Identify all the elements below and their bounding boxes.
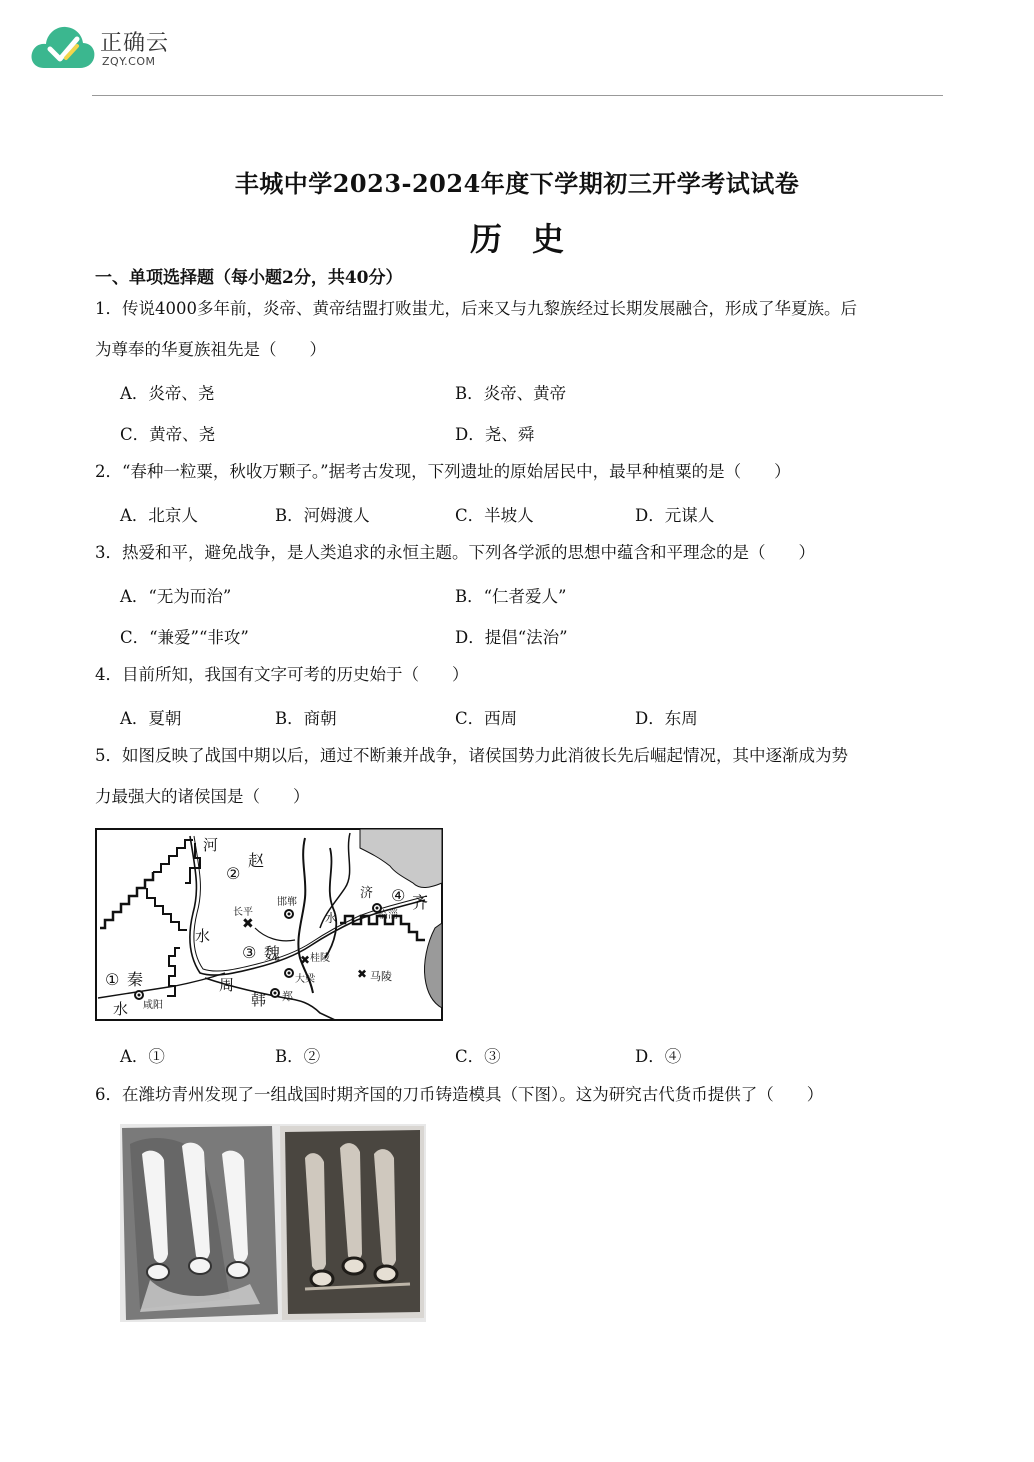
question-5-line-1: 5．如图反映了战国中期以后，通过不断兼并战争，诸侯国势力此消彼长先后崛起情况，其中逐渐成为势 (95, 746, 848, 765)
svg-text:✖: ✖ (357, 967, 368, 981)
question-3-option-c: C．“兼爱”“非攻” (120, 628, 249, 647)
question-5-option-a: A．① (120, 1047, 165, 1066)
map-label-shui-bottom: 水 (113, 1000, 129, 1018)
map-label-maling: 马陵 (370, 970, 392, 983)
question-2-option-a: A．北京人 (120, 506, 198, 525)
question-5-line-2: 力最强大的诸侯国是（ ） (95, 787, 310, 806)
question-5-option-d: D．④ (635, 1047, 682, 1066)
zqy-logo (30, 22, 180, 74)
map-label-han: 韩 (251, 991, 267, 1009)
map-label-n1: ① (105, 970, 120, 989)
map-label-zhao: 赵 (248, 851, 265, 870)
subject-title: 历史 (469, 220, 594, 258)
map-label-qi: 齐 (412, 893, 429, 912)
question-1-option-c: C．黄帝、尧 (120, 425, 216, 444)
map-label-ji: 济 (360, 886, 374, 901)
map-label-qin: 秦 (127, 970, 144, 989)
question-4-line-1: 4．目前所知，我国有文字可考的历史始于（ ） (95, 665, 469, 684)
question-2-option-c: C．半坡人 (455, 506, 534, 525)
question-2-option-b: B．河姆渡人 (275, 506, 370, 525)
logo-name-en: ZQY.COM (102, 55, 156, 68)
logo-name-cn: 正确云 (100, 31, 170, 56)
question-3-option-b: B．“仁者爱人” (455, 587, 567, 606)
map-label-zhou: 周 (219, 976, 235, 994)
question-3-option-a: A．“无为而治” (120, 587, 232, 606)
question-4-option-a: A．夏朝 (120, 709, 182, 728)
map-label-handan: 邯郸 (277, 897, 297, 908)
question-4-option-b: B．商朝 (275, 709, 337, 728)
question-1-line-1: 1．传说4000多年前，炎帝、黄帝结盟打败蚩尤，后来又与九黎族经过长期发展融合，形成了华夏族。后 (95, 299, 857, 318)
section-title: 一、单项选择题（每小题2分，共40分） (95, 268, 403, 288)
map-label-he: 河 (203, 836, 219, 854)
question-3-line-1: 3．热爱和平，避免战争，是人类追求的永恒主题。下列各学派的思想中蕴含和平理念的是（ ） (95, 543, 815, 562)
question-1-line-2: 为尊奉的华夏族祖先是（ ） (95, 340, 326, 359)
map-label-n3: ③ (242, 943, 257, 962)
knife-coin-mold-photo (120, 1124, 426, 1322)
question-1-option-d: D．尧、舜 (455, 425, 535, 444)
map-label-shui-right: 水 (325, 911, 338, 925)
question-4-option-c: C．西周 (455, 709, 518, 728)
question-2-line-1: 2．“春种一粒粟，秋收万颗子。”据考古发现，下列遗址的原始居民中，最早种植粟的是（ ） (95, 462, 791, 481)
svg-text:✖: ✖ (300, 953, 311, 967)
map-label-daliang: 大梁 (295, 974, 315, 985)
exam-title: 丰城中学2023-2024年度下学期初三开学考试试卷 (234, 169, 800, 198)
map-label-xianyang: 咸阳 (143, 1000, 163, 1011)
map-label-n2: ② (226, 864, 241, 883)
question-3-option-d: D．提倡“法治” (455, 628, 568, 647)
question-5-option-c: C．③ (455, 1047, 501, 1066)
map-label-guiling: 桂陵 (310, 953, 330, 964)
question-1-option-a: A．炎帝、尧 (120, 384, 215, 403)
map-label-n4: ④ (391, 886, 406, 905)
question-5-option-b: B．② (275, 1047, 321, 1066)
cloud-check-icon (30, 22, 96, 72)
map-label-linzi: 临淄 (378, 910, 398, 921)
svg-text:✖: ✖ (242, 916, 254, 932)
warring-states-map (95, 828, 443, 1021)
question-4-option-d: D．东周 (635, 709, 698, 728)
map-label-wei: 魏 (264, 944, 281, 963)
map-label-zheng: 郑 (282, 990, 293, 1003)
map-label-shui-left: 水 (195, 927, 211, 945)
question-1-option-b: B．炎帝、黄帝 (455, 384, 567, 403)
question-2-option-d: D．元谋人 (635, 506, 715, 525)
map-label-changping: 长平 (233, 907, 253, 918)
question-6-line-1: 6．在潍坊青州发现了一组战国时期齐国的刀币铸造模具（下图）。这为研究古代货币提供了（ ） (95, 1085, 824, 1104)
header-divider (92, 95, 943, 96)
